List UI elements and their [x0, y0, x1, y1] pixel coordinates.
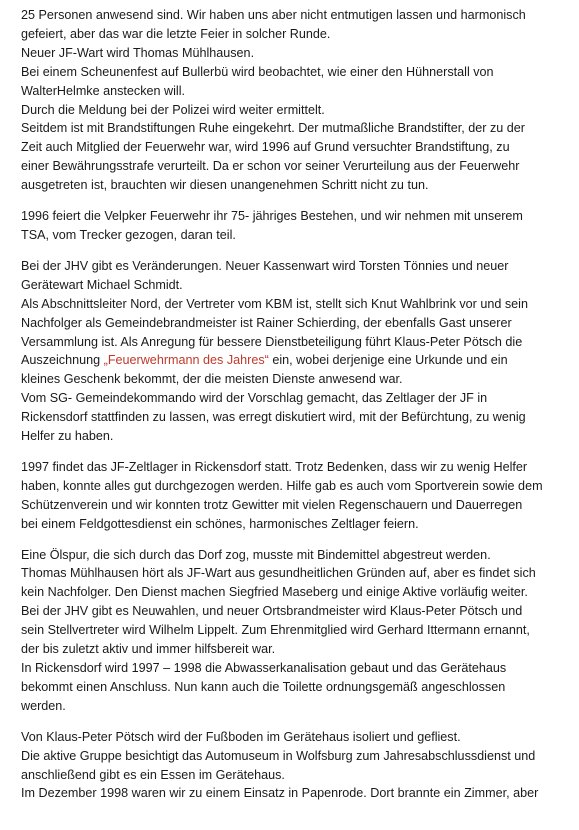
text-run: Thomas Mühlhausen hört als JF-Wart aus gesundheitlichen Gründen auf, aber es findet sich	[21, 566, 536, 581]
text-line	[21, 602, 565, 621]
paragraph	[21, 458, 565, 534]
text-line	[21, 477, 565, 496]
text-run: 25 Personen anwesend sind. Wir haben uns aber nicht entmutigen lassen und harmonisch	[21, 8, 526, 22]
text-run: Zeit auch Mitglied der Feuerwehr war, wird 1996 auf Grund versuchter Brandstiftung, zu	[21, 140, 510, 155]
text-line	[21, 314, 565, 333]
text-line	[21, 408, 565, 427]
text-line	[21, 351, 565, 370]
text-line	[21, 583, 565, 602]
text-line	[21, 370, 565, 389]
text-run: Als Abschnittsleiter Nord, der Vertreter vom KBM ist, stellt sich Knut Wahlbrink vor und sein	[21, 296, 528, 311]
text-run: haben, konnte alles gut durchgezogen werden. Hilfe gab es auch vom Sportverein sowie dem	[21, 478, 543, 493]
text-line	[21, 728, 565, 747]
text-line	[21, 697, 565, 716]
text-line	[21, 659, 565, 678]
text-line	[21, 546, 565, 565]
paragraph	[21, 257, 565, 446]
text-run: Die aktive Gruppe besichtigt das Automuseum in Wolfsburg zum Jahresabschlussdienst und	[21, 748, 536, 763]
text-run: Bei einem Scheunenfest auf Bullerbü wird beobachtet, wie einer den Hühnerstall von	[21, 64, 494, 79]
paragraph	[21, 546, 565, 716]
text-line	[21, 119, 565, 138]
text-run: bei einem Feldgottesdienst ein schönes, harmonisches Zeltlager feiern.	[21, 516, 419, 531]
text-line	[21, 276, 565, 295]
text-run: bekommt einen Anschluss. Nun kann auch die Toilette ordnungsgemäß angeschlossen	[21, 679, 506, 694]
text-run: Rickensdorf stattfinden zu lassen, was erregt diskutiert wird, mit der Befürchtung, zu wenig	[21, 410, 526, 425]
text-line	[21, 640, 565, 659]
text-line	[21, 101, 565, 120]
text-line	[21, 784, 565, 803]
text-line	[21, 766, 565, 785]
text-run: WalterHelmke anstecken will.	[21, 83, 186, 98]
text-run: Bei der JHV gibt es Veränderungen. Neuer Kassenwart wird Torsten Tönnies und neuer	[21, 258, 509, 273]
text-line	[21, 157, 565, 176]
text-run: Von Klaus-Peter Pötsch wird der Fußboden im Gerätehaus isoliert und gefliest.	[21, 729, 461, 744]
text-line	[21, 82, 565, 101]
text-line	[21, 63, 565, 82]
paragraph	[21, 728, 565, 804]
text-run: Durch die Meldung bei der Polizei wird weiter ermittelt.	[21, 102, 325, 117]
text-line	[21, 138, 565, 157]
text-run: 1996 feiert die Velpker Feuerwehr ihr 75- jähriges Bestehen, und wir nehmen mit unserem	[21, 209, 523, 224]
text-line	[21, 257, 565, 276]
text-run: 1997 findet das JF-Zeltlager in Rickensdorf statt. Trotz Bedenken, dass wir zu wenig Helfer	[21, 459, 528, 474]
text-run: Schützenverein und wir konnten trotz Gewitter mit vielen Regenschauern und Dauerregen	[21, 497, 523, 512]
text-line	[21, 564, 565, 583]
text-run: gefeiert, aber das war die letzte Feier in solcher Runde.	[21, 26, 331, 41]
text-run: Eine Ölspur, die sich durch das Dorf zog, musste mit Bindemittel abgestreut werden.	[21, 547, 491, 562]
text-line	[21, 678, 565, 697]
text-line	[21, 427, 565, 446]
text-line	[21, 6, 565, 25]
text-run: ausgetreten ist, brauchten wir diesen unangenehmen Schritt nicht zu tun.	[21, 178, 429, 193]
paragraph	[21, 207, 565, 245]
text-line	[21, 176, 565, 195]
text-run: Seitdem ist mit Brandstiftungen Ruhe eingekehrt. Der mutmaßliche Brandstifter, der zu der	[21, 121, 525, 136]
text-line	[21, 496, 565, 515]
text-line	[21, 207, 565, 226]
text-line	[21, 621, 565, 640]
text-run: Vom SG- Gemeindekommando wird der Vorschlag gemacht, das Zeltlager der JF in	[21, 391, 488, 406]
text-run: Helfer zu haben.	[21, 429, 114, 444]
text-run: TSA, vom Trecker gezogen, daran teil.	[21, 227, 236, 242]
text-line	[21, 458, 565, 477]
text-run: einer Bewährungsstrafe verurteilt. Da er schon vor seiner Verurteilung aus der Feuerwehr	[21, 159, 520, 174]
text-line	[21, 44, 565, 63]
text-run: Neuer JF-Wart wird Thomas Mühlhausen.	[21, 45, 255, 60]
text-run: kleines Geschenk bekommt, der die meisten Dienste anwesend war.	[21, 372, 403, 387]
highlighted-award-name: „Feuerwehrmann des Jahres“	[103, 353, 269, 368]
text-run: In Rickensdorf wird 1997 – 1998 die Abwasserkanalisation gebaut und das Gerätehaus	[21, 661, 507, 675]
text-run: der bis zuletzt aktiv und immer hilfsbereit war.	[21, 642, 276, 657]
text-run: werden.	[21, 698, 66, 713]
text-run: Nachfolger als Gemeindebrandmeister ist Rainer Schierding, der ebenfalls Gast unserer	[21, 315, 512, 330]
text-run: anschließend gibt es ein Essen im Gerätehaus.	[21, 767, 285, 782]
text-line	[21, 295, 565, 314]
text-run: Auszeichnung	[21, 353, 104, 368]
text-line	[21, 515, 565, 534]
text-line	[21, 25, 565, 44]
text-run: Versammlung ist. Als Anregung für bessere Dienstbeteiligung führt Klaus-Peter Pötsch die	[21, 334, 523, 349]
paragraph	[21, 6, 565, 195]
text-run: ein, wobei derjenige eine Urkunde und ein	[268, 353, 508, 368]
text-line	[21, 747, 565, 766]
text-run: Gerätewart Michael Schmidt.	[21, 277, 183, 292]
text-run: Bei der JHV gibt es Neuwahlen, und neuer Ortsbrandmeister wird Klaus-Peter Pötsch und	[21, 604, 523, 619]
text-line	[21, 389, 565, 408]
text-run: kein Nachfolger. Den Dienst machen Siegfried Maseberg und einige Aktive vorläufig weiter.	[21, 585, 528, 600]
text-run: sein Stellvertreter wird Wilhelm Lippelt. Zum Ehrenmitglied wird Gerhard Ittermann ernannt,	[21, 623, 530, 638]
text-line	[21, 333, 565, 352]
text-line	[21, 226, 565, 245]
text-run: Im Dezember 1998 waren wir zu einem Einsatz in Papenrode. Dort brannte ein Zimmer, aber	[21, 786, 539, 801]
